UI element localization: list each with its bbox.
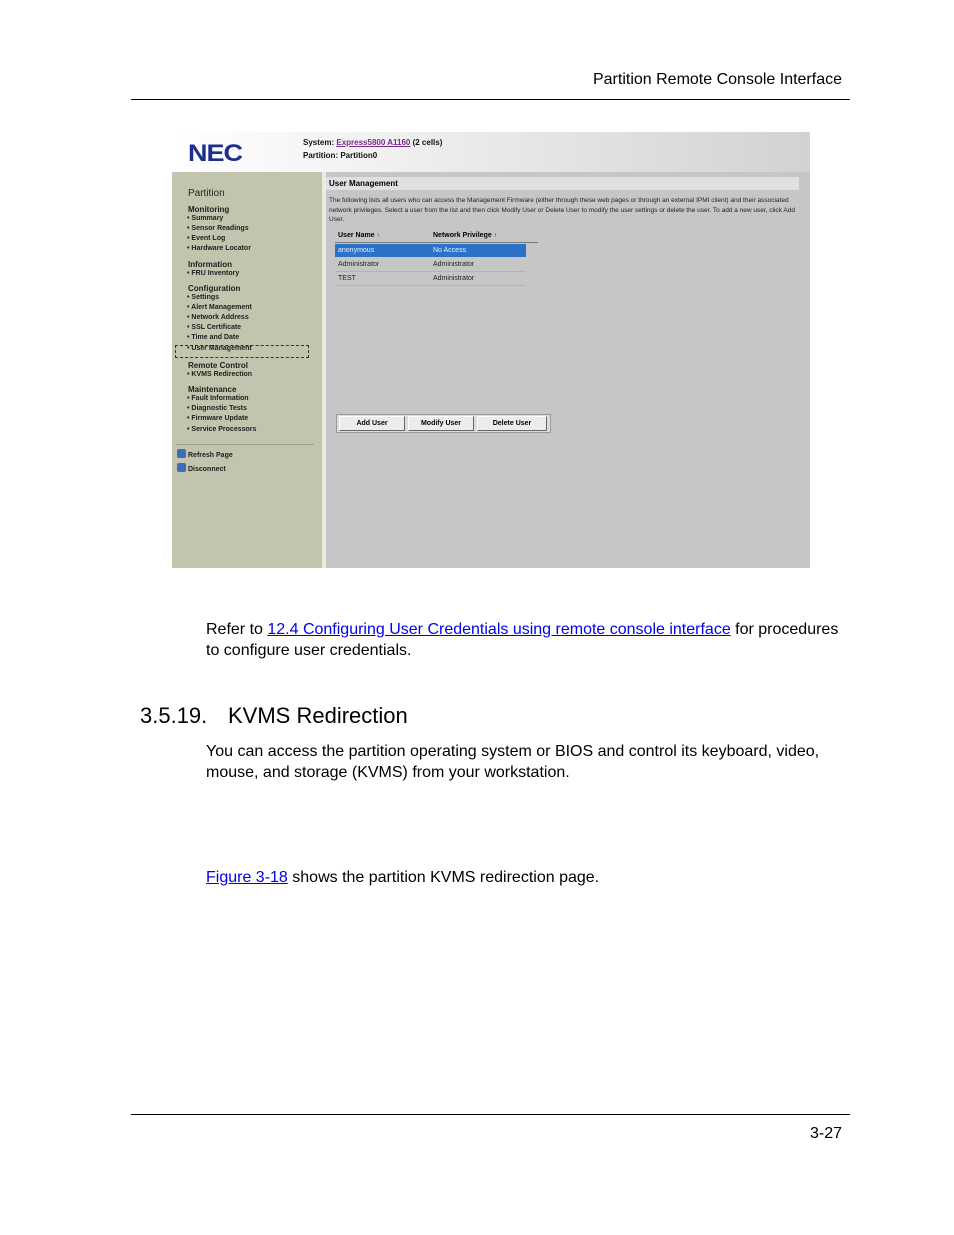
bullet: • xyxy=(187,395,190,402)
user-row[interactable] xyxy=(335,272,526,285)
bullet: • xyxy=(187,415,190,422)
refer-paragraph xyxy=(206,619,846,661)
bullet: • xyxy=(187,215,190,222)
bullet: • xyxy=(187,324,190,331)
section-number: 3.5.19. xyxy=(140,703,208,728)
user-row[interactable] xyxy=(335,244,526,257)
nav-item-label: Summary xyxy=(191,215,224,222)
column-header-network-privilege[interactable] xyxy=(433,232,497,239)
refer-suffix: for procedures to configure user credentials. xyxy=(206,621,839,659)
nav-item-settings[interactable] xyxy=(187,294,219,301)
modify-user-button[interactable]: Modify User xyxy=(408,416,474,431)
nav-item-network-address[interactable] xyxy=(187,314,249,321)
bullet: • xyxy=(187,405,190,412)
bullet: • xyxy=(187,245,190,252)
page-header-title: Partition Remote Console Interface xyxy=(592,71,842,88)
section-heading xyxy=(140,703,408,729)
nav-item-fault-information[interactable] xyxy=(187,395,249,402)
nav-sidebar xyxy=(172,172,322,568)
nav-item-label: Service Processors xyxy=(191,426,257,433)
main-panel xyxy=(326,172,810,568)
nav-item-summary[interactable] xyxy=(187,215,223,222)
user-name: Administrator xyxy=(338,261,380,268)
nav-item-label: Event Log xyxy=(191,235,226,242)
nav-section-remote-control: Remote Control xyxy=(188,361,248,370)
bullet: • xyxy=(187,225,190,232)
sort-arrow-icon: ↑ xyxy=(376,233,380,239)
user-row[interactable] xyxy=(335,258,526,271)
partition-name: Partition0 xyxy=(340,151,378,160)
refer-prefix: Refer to xyxy=(206,621,268,638)
nav-item-hardware-locator[interactable] xyxy=(187,245,251,252)
nav-item-label: Sensor Readings xyxy=(191,225,249,232)
figure-reference-paragraph xyxy=(206,867,846,888)
nav-item-alert-management[interactable] xyxy=(187,304,252,311)
system-info xyxy=(303,136,442,162)
nav-item-label: Diagnostic Tests xyxy=(191,405,247,412)
nav-item-kvms-redirection[interactable] xyxy=(187,371,252,378)
nav-item-label: SSL Certificate xyxy=(191,324,242,331)
nav-item-label: Firmware Update xyxy=(191,415,249,422)
nav-item-diagnostic-tests[interactable] xyxy=(187,405,247,412)
nav-item-event-log[interactable] xyxy=(187,235,225,242)
footer-rule xyxy=(131,1114,850,1115)
nav-item-label: Settings xyxy=(191,294,220,301)
section-title: KVMS Redirection xyxy=(228,703,408,728)
partition-label: Partition: xyxy=(303,151,339,160)
nav-section-monitoring: Monitoring xyxy=(188,205,230,214)
nav-section-configuration: Configuration xyxy=(188,284,241,293)
user-privilege: No Access xyxy=(433,247,467,254)
column-label: User Name xyxy=(338,232,375,239)
bullet: • xyxy=(187,294,190,301)
kvms-paragraph: You can access the partition operating system or BIOS and control its keyboard, video, mouse, and storage (KVMS) from your workstation. xyxy=(206,743,820,781)
nav-title: Partition xyxy=(188,188,225,199)
figure-link[interactable]: Figure 3-18 xyxy=(206,869,288,886)
user-name: anonymous xyxy=(338,247,375,254)
nav-item-label: Time and Date xyxy=(191,334,240,341)
nav-item-label: Hardware Locator xyxy=(191,245,251,252)
user-name: TEST xyxy=(338,275,356,282)
column-header-rule xyxy=(335,242,538,243)
nav-separator xyxy=(176,444,314,445)
nav-item-user-management[interactable] xyxy=(187,345,252,352)
disconnect-link[interactable] xyxy=(177,463,226,473)
nav-item-label: Network Address xyxy=(191,314,249,321)
header-rule xyxy=(131,99,850,100)
column-header-user-name[interactable] xyxy=(338,232,380,239)
nav-item-label: KVMS Redirection xyxy=(191,371,253,378)
bullet: • xyxy=(187,371,190,378)
bullet: • xyxy=(187,314,190,321)
nav-item-label: Fault Information xyxy=(191,395,249,402)
page-number: 3-27 xyxy=(809,1125,842,1142)
nav-item-service-processors[interactable] xyxy=(187,426,256,433)
console-banner xyxy=(172,132,810,172)
nav-section-maintenance: Maintenance xyxy=(188,385,237,394)
credentials-section-link[interactable]: 12.4 Configuring User Credentials using remote console interface xyxy=(267,621,731,638)
nec-logo: NEC xyxy=(188,139,243,167)
nav-item-firmware-update[interactable] xyxy=(187,415,248,422)
nav-item-ssl-certificate[interactable] xyxy=(187,324,241,331)
refresh-page-link[interactable] xyxy=(177,449,233,459)
bullet: • xyxy=(187,426,190,433)
row-rule xyxy=(335,285,526,286)
bullet: • xyxy=(187,270,190,277)
refresh-icon xyxy=(177,449,186,458)
sort-arrow-icon: ↑ xyxy=(493,233,497,239)
nav-section-information: Information xyxy=(188,260,232,269)
delete-user-button[interactable]: Delete User xyxy=(477,416,547,431)
column-label: Network Privilege xyxy=(433,232,492,239)
user-management-description: The following lists all users who can access the Management Firmware (either through these web pages or through an external IPMI client) and their associated network privileges. Select a user from the list and then click Modify User or Delete User to modify the user settings or delete the user. To add a new user, click Add User. xyxy=(329,197,795,223)
add-user-button[interactable]: Add User xyxy=(339,416,405,431)
nav-item-time-and-date[interactable] xyxy=(187,334,239,341)
nav-item-label: User Management xyxy=(191,345,252,352)
console-screenshot xyxy=(172,132,810,568)
nav-item-sensor-readings[interactable] xyxy=(187,225,249,232)
user-management-title: User Management xyxy=(326,177,799,190)
disconnect-icon xyxy=(177,463,186,472)
system-cells: (2 cells) xyxy=(412,138,443,147)
user-privilege: Administrator xyxy=(433,261,475,268)
user-privilege: Administrator xyxy=(433,275,475,282)
nav-item-fru-inventory[interactable] xyxy=(187,270,239,277)
figure-suffix: shows the partition KVMS redirection page. xyxy=(287,869,600,886)
nav-item-label: FRU Inventory xyxy=(191,270,240,277)
nav-item-label: Alert Management xyxy=(191,304,252,311)
bullet: • xyxy=(187,235,190,242)
bullet: • xyxy=(187,304,190,311)
disconnect-label: Disconnect xyxy=(188,466,226,473)
bullet: • xyxy=(187,345,190,352)
refresh-label: Refresh Page xyxy=(188,452,233,459)
bullet: • xyxy=(187,334,190,341)
system-name-link[interactable]: Express5800 A1160 xyxy=(336,138,411,147)
system-label: System: xyxy=(303,138,335,147)
